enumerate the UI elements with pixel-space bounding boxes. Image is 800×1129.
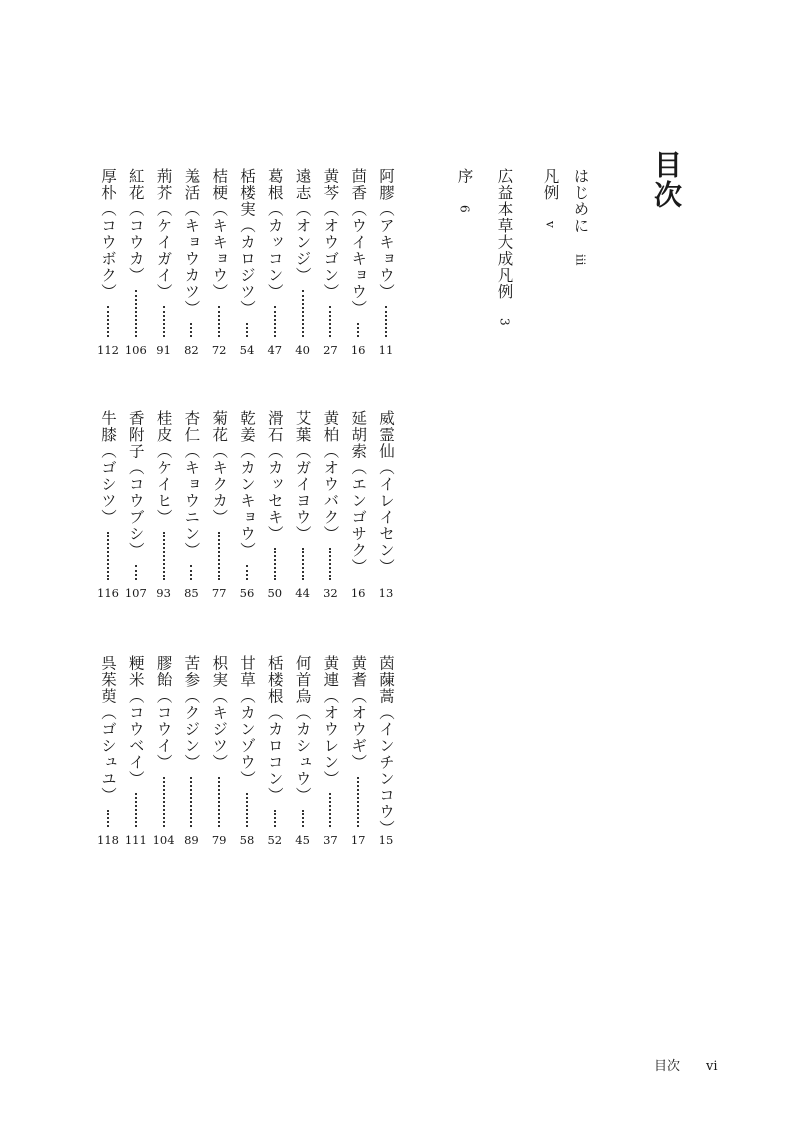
herb-name: 何首烏 — [293, 655, 312, 705]
leader-dots — [163, 777, 165, 827]
herb-name: 膠飴 — [154, 655, 173, 688]
leader-dots — [329, 548, 331, 580]
leader-dots — [274, 306, 276, 337]
toc-entry-page: 72 — [211, 343, 227, 357]
toc-entry-title — [126, 655, 146, 787]
leader-dots — [246, 565, 248, 580]
toc-entry[interactable] — [181, 655, 201, 849]
leader-dots — [163, 306, 165, 337]
toc-entry-page: 50 — [267, 586, 283, 600]
toc-entry-title — [209, 168, 229, 300]
toc-entry[interactable] — [154, 655, 174, 849]
toc-entry-page: 58 — [239, 833, 255, 847]
toc-entry[interactable] — [265, 655, 285, 849]
toc-entry-title — [237, 655, 257, 787]
toc-entry-title — [126, 410, 146, 559]
leader-dots — [302, 810, 304, 827]
toc-entry-title — [348, 655, 368, 771]
herb-reading: （コウベイ） — [126, 688, 145, 787]
toc-entry-title — [293, 168, 313, 284]
herb-name: 黄連 — [321, 655, 340, 688]
leader-dots — [135, 793, 137, 827]
leader-dots — [274, 548, 276, 580]
toc-entry[interactable] — [237, 655, 257, 849]
herb-reading: （オンジ） — [293, 201, 312, 284]
herb-name: 枳実 — [210, 655, 229, 688]
herb-reading: （キョウニン） — [182, 443, 201, 559]
toc-entry-title — [154, 655, 174, 771]
herb-reading: （カンキョウ） — [238, 443, 256, 559]
herb-name: 桔梗 — [210, 168, 229, 201]
toc-entry-page: 16 — [350, 586, 366, 600]
herb-reading: （オウギ） — [349, 688, 368, 771]
toc-entry-page: 89 — [184, 833, 199, 847]
herb-name: 粳米 — [126, 655, 145, 688]
herb-reading: （オウバク） — [321, 443, 340, 542]
toc-entry-title — [154, 410, 174, 526]
leader-dots — [190, 777, 192, 827]
toc-entry-page: 104 — [152, 833, 175, 847]
front-matter-page: iii — [573, 254, 588, 266]
leader-dots — [302, 548, 304, 580]
herb-reading: （ゴシュユ） — [99, 704, 117, 804]
herb-reading: （キョウカツ） — [182, 201, 201, 317]
herb-reading: （カロコン） — [265, 704, 284, 804]
toc-entry-page: 37 — [323, 833, 338, 847]
toc-entry-title — [265, 168, 285, 300]
front-matter-item[interactable] — [456, 168, 472, 212]
herb-name: 威霊仙 — [377, 410, 395, 460]
toc-entry-title — [320, 168, 340, 300]
toc-entry-page: 91 — [156, 343, 171, 357]
leader-dots — [218, 777, 220, 827]
toc-entry[interactable] — [237, 168, 257, 359]
toc-entry[interactable] — [348, 655, 368, 849]
herb-reading: （コウイ） — [154, 688, 173, 771]
toc-entry-title — [237, 168, 257, 317]
herb-reading: （イレイセン） — [377, 459, 395, 575]
herb-reading: （コウカ） — [126, 201, 145, 284]
toc-entry[interactable] — [209, 168, 229, 359]
toc-entry-page: 79 — [211, 833, 227, 847]
leader-dots — [107, 532, 109, 580]
leader-dots — [329, 793, 331, 827]
herb-reading: （キキョウ） — [210, 201, 229, 300]
herb-reading: （ゴシツ） — [99, 443, 117, 526]
front-matter-page: v — [543, 221, 558, 228]
toc-entry[interactable] — [320, 655, 340, 849]
herb-name: 茵蔯蒿 — [377, 655, 395, 705]
toc-entry-title — [181, 168, 201, 317]
herb-name: 菊花 — [210, 410, 229, 443]
toc-entry-title — [154, 168, 174, 300]
herb-name: 艾葉 — [293, 410, 312, 443]
herb-name: 厚朴 — [99, 168, 117, 201]
leader-dots — [246, 323, 248, 337]
toc-entry-page: 27 — [323, 343, 338, 357]
herb-reading: （エンゴサク） — [349, 459, 368, 575]
herb-name: 呉茱萸 — [99, 655, 117, 705]
herb-name: 牛膝 — [99, 410, 117, 443]
herb-reading: （カシュウ） — [293, 704, 312, 804]
footer-section: 目次 — [654, 1059, 681, 1074]
herb-reading: （インチンコウ） — [377, 704, 395, 837]
herb-reading: （カッセキ） — [265, 443, 284, 542]
front-matter-label: 序 — [455, 168, 474, 185]
leader-dots — [385, 306, 387, 337]
front-matter-item[interactable] — [542, 168, 558, 228]
toc-entry-page: 16 — [350, 343, 366, 357]
toc-entry[interactable] — [348, 168, 368, 359]
toc-entry[interactable] — [181, 410, 201, 602]
herb-name: 茴香 — [349, 168, 368, 201]
front-matter-item[interactable] — [496, 168, 512, 326]
toc-entry-title — [376, 655, 396, 837]
toc-entry-title — [98, 410, 118, 526]
herb-name: 荊芥 — [154, 168, 173, 201]
leader-dots — [135, 565, 137, 580]
toc-entry-page: 93 — [156, 586, 171, 600]
front-matter-label: 広益本草大成凡例 — [495, 168, 514, 300]
toc-entry-title — [348, 168, 368, 317]
herb-reading: （コウボク） — [99, 201, 117, 300]
herb-name: 栝楼根 — [265, 655, 284, 705]
leader-dots — [246, 793, 248, 827]
herb-name: 香附子 — [126, 410, 145, 460]
toc-entry[interactable] — [154, 168, 174, 359]
herb-name: 甘草 — [238, 655, 256, 688]
toc-entry-title — [98, 168, 118, 300]
toc-entry-title — [181, 410, 201, 559]
herb-reading: （カンゾウ） — [238, 688, 256, 787]
herb-reading: （ウイキョウ） — [349, 201, 368, 317]
herb-name: 遠志 — [293, 168, 312, 201]
herb-name: 黄柏 — [321, 410, 340, 443]
herb-name: 乾姜 — [238, 410, 256, 443]
toc-entry-title — [293, 410, 313, 542]
running-footer — [654, 1055, 718, 1074]
toc-entry-page: 45 — [295, 833, 310, 847]
toc-entry[interactable] — [98, 168, 118, 359]
herb-reading: （ガイヨウ） — [293, 443, 312, 542]
toc-entry-page: 54 — [239, 343, 255, 357]
herb-name: 黄耆 — [349, 655, 368, 688]
toc-entry[interactable] — [376, 410, 396, 602]
herb-reading: （ケイガイ） — [154, 201, 173, 300]
toc-entry-title — [126, 168, 146, 284]
footer-page-number: vi — [706, 1059, 718, 1074]
toc-entry[interactable] — [348, 410, 368, 602]
herb-name: 桂皮 — [154, 410, 173, 443]
toc-entry-title — [209, 655, 229, 771]
herb-reading: （カッコン） — [265, 201, 284, 300]
toc-entry-page: 77 — [211, 586, 227, 600]
front-matter-label: はじめに — [571, 168, 590, 234]
herb-reading: （ケイヒ） — [154, 443, 173, 526]
leader-dots — [357, 777, 359, 827]
leader-dots — [163, 532, 165, 580]
herb-reading: （アキョウ） — [377, 201, 395, 300]
toc-entry-page: 15 — [378, 833, 394, 847]
toc-entry[interactable] — [154, 410, 174, 602]
toc-entry-title — [320, 655, 340, 787]
toc-entry-page: 111 — [124, 833, 147, 847]
herb-reading: （オウゴン） — [321, 201, 340, 300]
toc-entry-title — [265, 655, 285, 804]
herb-name: 杏仁 — [182, 410, 201, 443]
toc-entry[interactable] — [98, 655, 118, 849]
herb-reading: （キジツ） — [210, 688, 229, 771]
leader-dots — [274, 810, 276, 827]
leader-dots — [218, 532, 220, 580]
leader-dots — [218, 306, 220, 337]
toc-entry[interactable] — [376, 168, 396, 359]
toc-entry-page: 118 — [97, 833, 119, 847]
toc-entry[interactable] — [209, 655, 229, 849]
herb-name: 苦参 — [182, 655, 201, 688]
toc-entry-page: 13 — [378, 586, 394, 600]
toc-entry[interactable] — [320, 410, 340, 602]
herb-name: 葛根 — [265, 168, 284, 201]
toc-entry[interactable] — [293, 655, 313, 849]
leader-dots — [107, 810, 109, 827]
toc-entry[interactable] — [320, 168, 340, 359]
toc-entry-title — [265, 410, 285, 542]
leader-dots — [107, 306, 109, 337]
toc-entry-title — [376, 410, 396, 575]
toc-entry-page: 52 — [267, 833, 283, 847]
toc-entry-page: 116 — [97, 586, 119, 600]
page-title: 目次 — [650, 150, 683, 210]
herb-name: 黄芩 — [321, 168, 340, 201]
toc-entry-title — [376, 168, 396, 300]
herb-name: 阿膠 — [377, 168, 395, 201]
toc-entry-page: 106 — [124, 343, 147, 357]
toc-entry-page: 44 — [295, 586, 310, 600]
leader-dots — [190, 323, 192, 337]
toc-entry-page: 82 — [184, 343, 199, 357]
toc-entry-title — [320, 410, 340, 542]
toc-entry[interactable] — [265, 168, 285, 359]
toc-entry-page: 47 — [267, 343, 283, 357]
toc-entry-page: 107 — [124, 586, 147, 600]
toc-entry[interactable] — [209, 410, 229, 602]
leader-dots — [135, 290, 137, 337]
toc-entry-title — [293, 655, 313, 804]
front-matter-page: 6 — [457, 204, 472, 213]
leader-dots — [329, 306, 331, 337]
leader-dots — [190, 565, 192, 580]
toc-entry[interactable] — [293, 168, 313, 359]
toc-entry-title — [98, 655, 118, 804]
herb-name: 栝楼実 — [238, 168, 256, 218]
toc-entry-page: 85 — [184, 586, 199, 600]
toc-entry-page: 17 — [350, 833, 366, 847]
herb-name: 滑石 — [265, 410, 284, 443]
toc-entry[interactable] — [126, 655, 146, 849]
toc-entry-title — [237, 410, 257, 559]
toc-entry-page: 11 — [378, 343, 394, 357]
toc-entry[interactable] — [237, 410, 257, 602]
toc-entry-page: 56 — [239, 586, 255, 600]
toc-entry[interactable] — [181, 168, 201, 359]
herb-reading: （キクカ） — [210, 443, 229, 526]
front-matter-item[interactable] — [572, 168, 588, 266]
leader-dots — [357, 323, 359, 337]
toc-entry[interactable] — [126, 168, 146, 359]
herb-reading: （クジン） — [182, 688, 201, 771]
herb-name: 延胡索 — [349, 410, 368, 460]
toc-entry[interactable] — [376, 655, 396, 849]
herb-reading: （オウレン） — [321, 688, 340, 787]
leader-dots — [302, 290, 304, 337]
toc-entry-title — [181, 655, 201, 771]
toc-entry[interactable] — [265, 410, 285, 602]
herb-name: 羗活 — [182, 168, 201, 201]
herb-reading: （カロジツ） — [238, 217, 256, 317]
toc-entry-page: 112 — [97, 343, 119, 357]
herb-name: 紅花 — [126, 168, 145, 201]
toc-entry[interactable] — [98, 410, 118, 602]
toc-entry-page: 32 — [323, 586, 338, 600]
front-matter-page: 3 — [497, 318, 512, 326]
toc-entry-title — [348, 410, 368, 575]
toc-entry[interactable] — [293, 410, 313, 602]
herb-reading: （コウブシ） — [126, 459, 145, 559]
toc-entry-page: 40 — [295, 343, 310, 357]
toc-entry[interactable] — [126, 410, 146, 602]
front-matter-label: 凡例 — [541, 168, 560, 201]
toc-entry-title — [209, 410, 229, 526]
